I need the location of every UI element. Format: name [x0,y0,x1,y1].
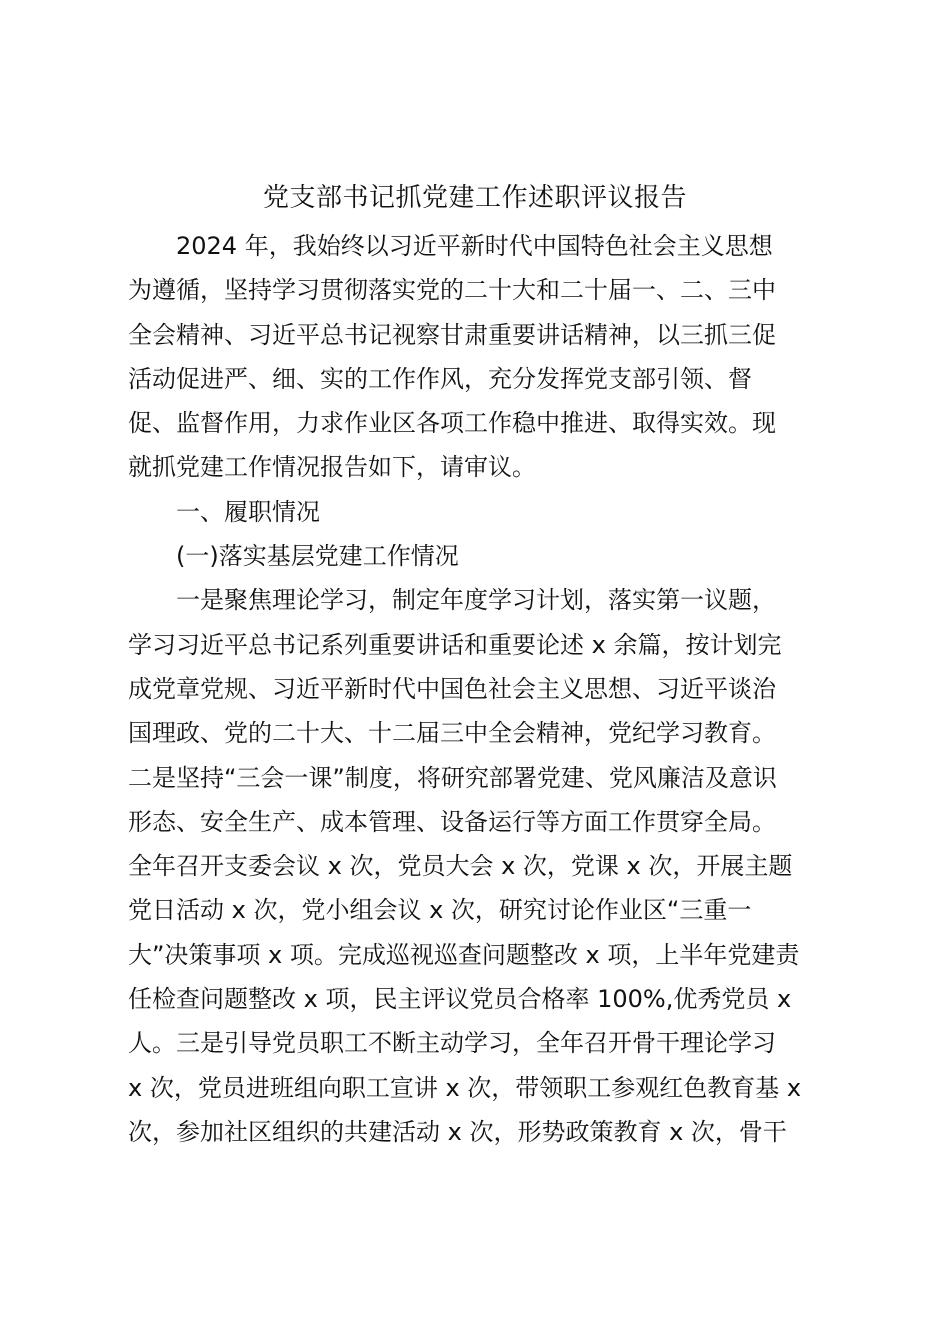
body-line: 为遵循，坚持学习贯彻落实党的二十大和二十届一、二、三中 [128,276,776,305]
body-line: 一、履职情况 [176,497,320,526]
body-line: 全会精神、习近平总书记视察甘肃重要讲话精神，以三抓三促 [128,320,776,349]
body-line: 全年召开支委会议 x 次，党员大会 x 次，党课 x 次，开展主题 [128,852,793,881]
body-line: 大”决策事项 x 项。完成巡视巡查问题整改 x 项，上半年党建责 [128,940,800,969]
body-line: 二是坚持“三会一课”制度，将研究部署党建、党风廉洁及意识 [128,763,777,792]
document-title: 党支部书记抓党建工作述职评议报告 [262,183,687,213]
body-line: (一)落实基层党建工作情况 [176,542,459,571]
body-line: 国理政、党的二十大、十二届三中全会精神，党纪学习教育。 [128,719,776,748]
body-line: 次，参加社区组织的共建活动 x 次，形势政策教育 x 次，骨干 [128,1117,787,1146]
body-line: 学习习近平总书记系列重要讲话和重要论述 x 余篇，按计划完 [128,630,782,659]
body-line: 任检查问题整改 x 项，民主评议党员合格率 100%,优秀党员 x [128,985,792,1014]
body-line: x 次，党员进班组向职工宣讲 x 次，带领职工参观红色教育基 x [128,1073,802,1102]
body-line: 人。三是引导党员职工不断主动学习，全年召开骨干理论学习 [128,1029,776,1058]
body-line: 党日活动 x 次，党小组会议 x 次，研究讨论作业区“三重一 [128,896,752,925]
body-line: 活动促进严、细、实的工作作风，充分发挥党支部引领、督 [128,364,752,393]
body-line: 一是聚焦理论学习，制定年度学习计划，落实第一议题， [176,586,776,615]
body-line: 2024 年，我始终以习近平新时代中国特色社会主义思想 [176,232,773,260]
body-line: 成党章党规、习近平新时代中国色社会主义思想、习近平谈治 [128,674,776,703]
body-line: 促、监督作用，力求作业区各项工作稳中推进、取得实效。现 [128,409,776,438]
body-line: 就抓党建工作情况报告如下，请审议。 [128,453,536,482]
body-line: 形态、安全生产、成本管理、设备运行等方面工作贯穿全局。 [128,807,776,836]
document-body [128,224,848,1154]
